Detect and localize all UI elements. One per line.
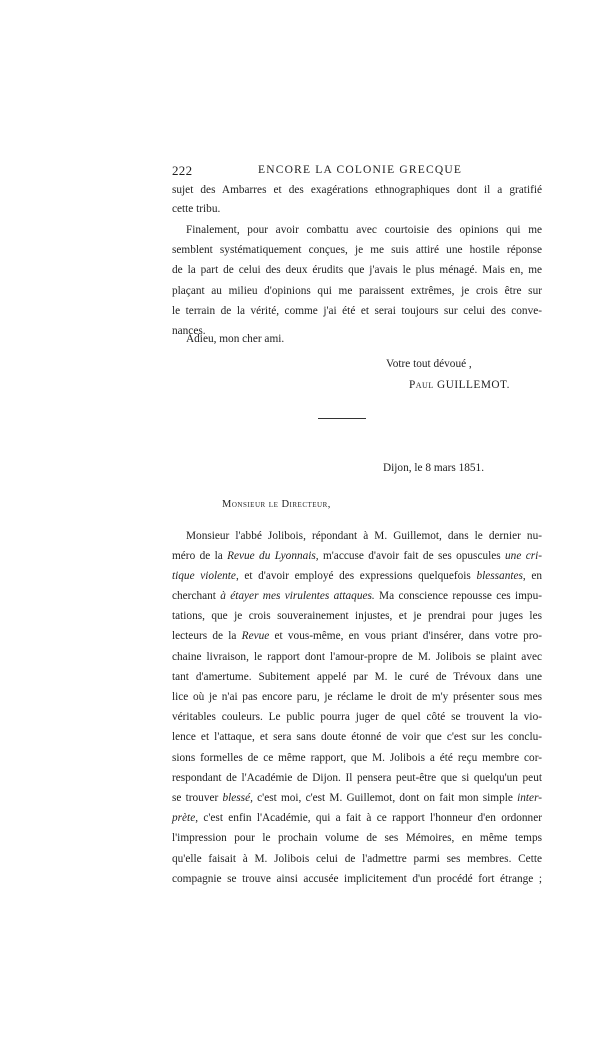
text-line: qu'elle faisait à M. Jolibois celui de l'admettre parmi ses membres. Cette [172, 853, 542, 865]
text-line: chaine livraison, le rapport dont l'amour-propre de M. Jolibois se plaint avec [172, 651, 542, 663]
text-line: l'impression pour le prochain volume de ses Mémoires, en même temps [172, 832, 542, 844]
text-line: sujet des Ambarres et des exagérations ethnographiques dont il a gratifié [172, 184, 542, 196]
text-line: prète, c'est enfin l'Académie, qui a fait à ce rapport l'honneur d'en ordonner [172, 812, 542, 824]
text-line: le terrain de la vérité, comme j'ai été et serai toujours sur celui des conve- [172, 305, 542, 317]
text-line: de la part de celui des deux érudits que j'avais le plus ménagé. Mais en, me [172, 264, 542, 276]
text-line: véritables couleurs. Le public pourra juger de quel côté se trouvent la vio- [172, 711, 542, 723]
text-line: nances. [172, 325, 206, 337]
text-line: compagnie se trouve ainsi accusée implicitement d'un procédé fort étrange ; [172, 873, 542, 885]
section-divider [318, 418, 366, 419]
text-line: Finalement, pour avoir combattu avec courtoisie des opinions qui me [186, 224, 542, 236]
text-line: Monsieur l'abbé Jolibois, répondant à M. Guillemot, dans le dernier nu- [186, 530, 542, 542]
running-title: ENCORE LA COLONIE GRECQUE [258, 164, 463, 176]
dateline: Dijon, le 8 mars 1851. [383, 462, 485, 474]
text-line: lice où je n'ai pas encore paru, je réclame le droit de m'y présenter sous mes [172, 691, 542, 703]
text-line: cette tribu. [172, 203, 221, 215]
text-line: tant d'amertume. Subitement appelé par M. le curé de Trévoux dans une [172, 671, 542, 683]
text-line: se trouver blessé, c'est moi, c'est M. Guillemot, dont on fait mon simple inter- [172, 792, 542, 804]
text-line: semblent systématiquement conçues, je me suis attiré une hostile réponse [172, 244, 542, 256]
text-line: méro de la Revue du Lyonnais, m'accuse d'avoir fait de ses opuscules une cri- [172, 550, 543, 562]
text-line: lence et l'attaque, et sera sans doute étonné de voir que c'est sur les conclu- [172, 731, 542, 743]
salutation: Monsieur le Directeur, [222, 499, 331, 510]
text-line: tique violente, et d'avoir employé des expressions quelquefois blessantes, en [172, 570, 542, 582]
page-header [172, 163, 542, 179]
page-number: 222 [172, 163, 193, 178]
text-line: sions formelles de ce même rapport, que M. Jolibois a été reçu membre cor- [172, 752, 542, 764]
text-line: tations, que je crois souverainement injustes, et je prendrai pour juges les [172, 610, 542, 622]
text-line: respondant de l'Académie de Dijon. Il pensera peut-être que si quelqu'un peut [172, 772, 542, 784]
farewell: Adieu, mon cher ami. [186, 333, 285, 345]
signature: Paul GUILLEMOT. [409, 379, 510, 391]
text-line: lecteurs de la Revue et vous-même, en vous priant d'insérer, dans votre pro- [172, 630, 542, 642]
text-line: plaçant au milieu d'opinions qui me paraissent extrêmes, je crois être sur [172, 285, 542, 297]
text-line: cherchant à étayer mes virulentes attaques. Ma conscience repousse ces impu- [172, 590, 542, 602]
closing-line: Votre tout dévoué , [386, 358, 472, 370]
